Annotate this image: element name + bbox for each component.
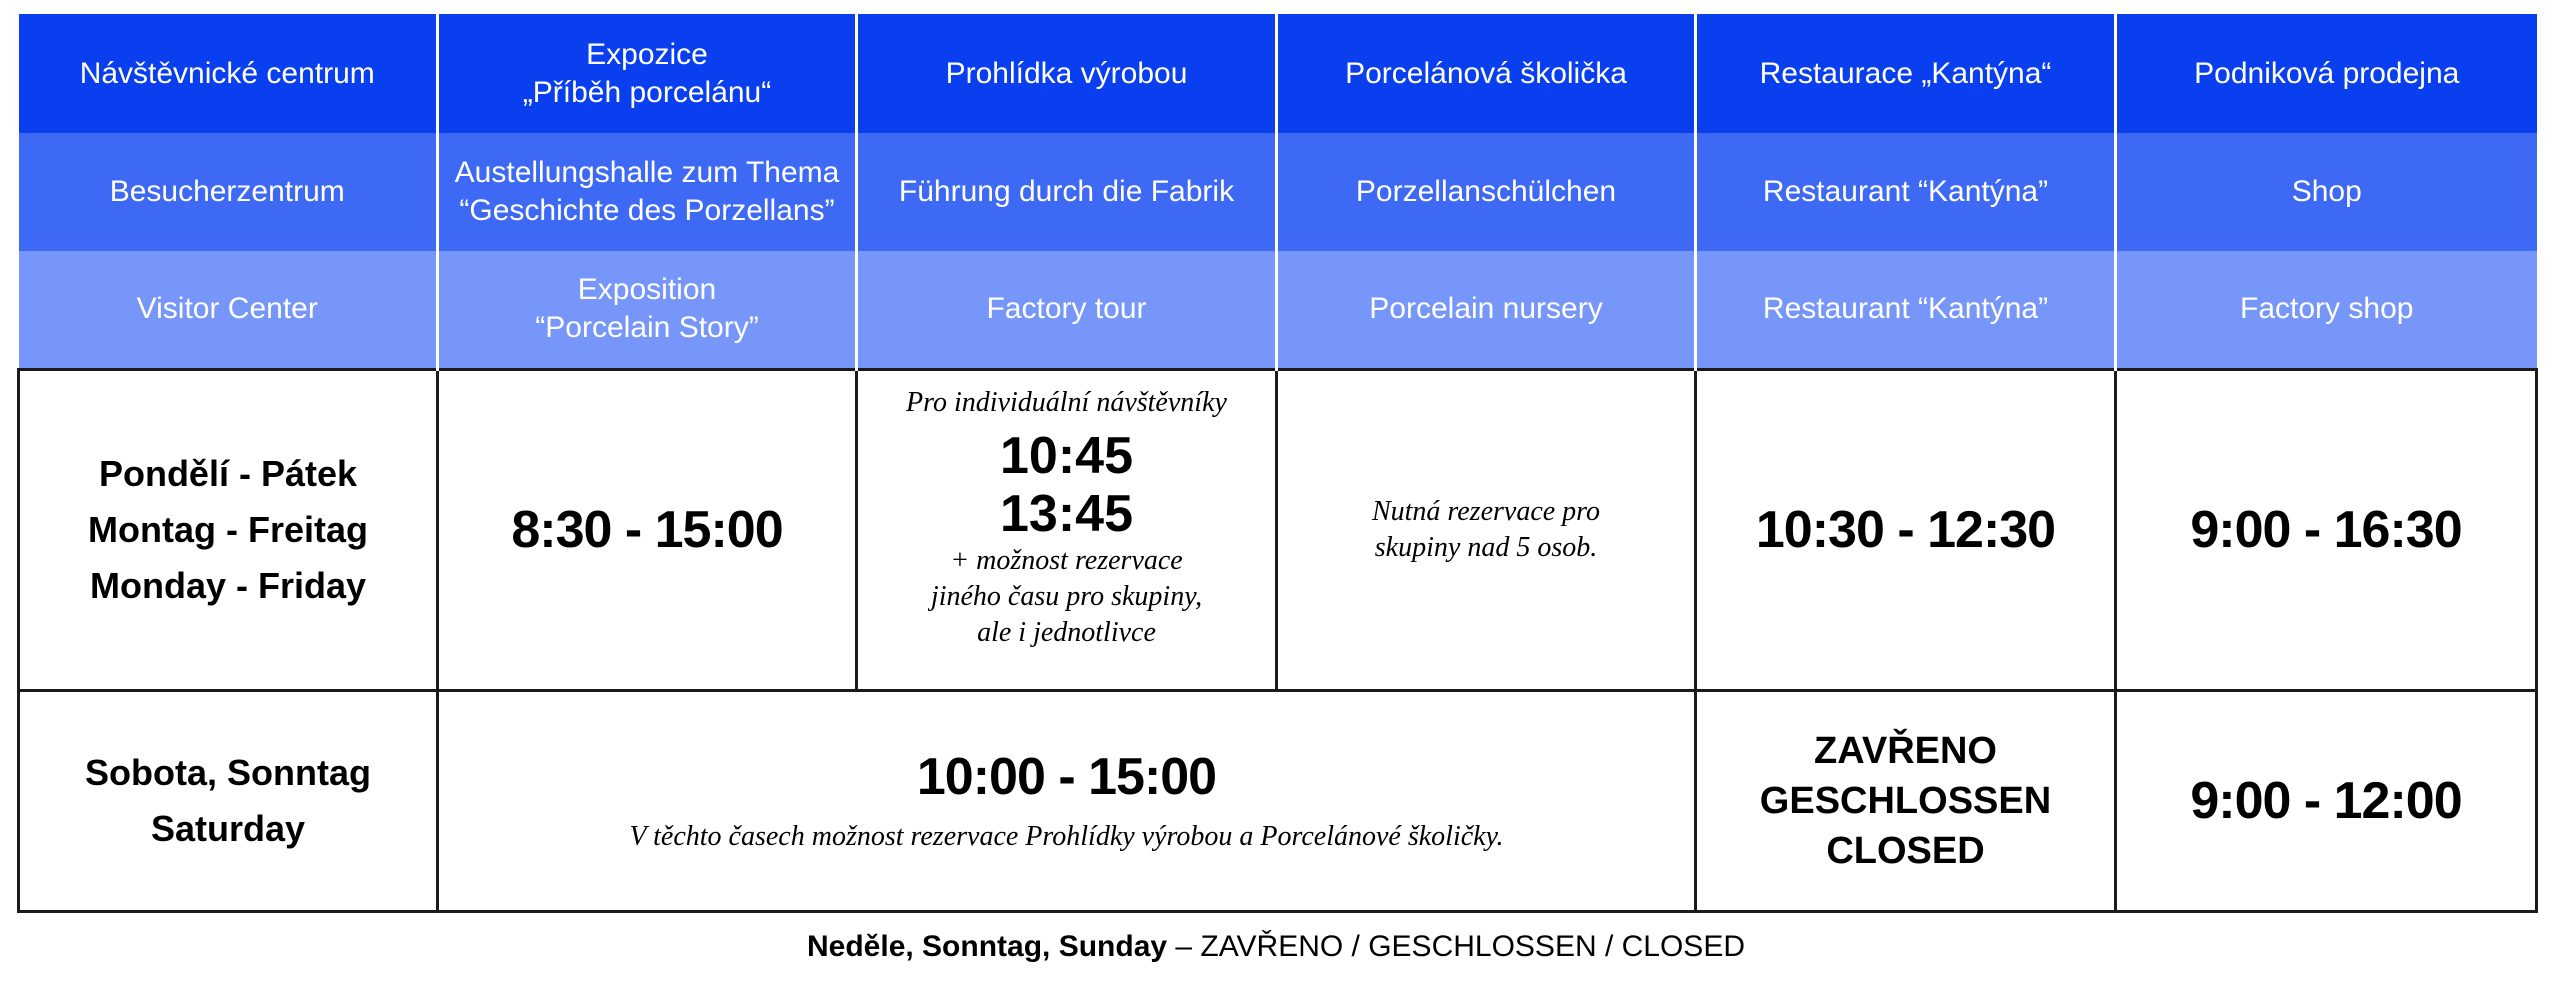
weekend-days-line2: Saturday (150, 807, 306, 849)
tour-time-1: 10:45 (1000, 426, 1133, 485)
header-row-english (19, 251, 2537, 369)
sunday-label: Neděle, Sonntag, Sunday (807, 930, 1168, 963)
tour-note-top: Pro individuální návštěvníky (906, 386, 1227, 418)
header-en-visitor-center: Visitor Center (19, 251, 438, 369)
weekend-merged-hours: 10:00 - 15:00 (916, 747, 1217, 806)
header-cz-factory-tour: Prohlídka výrobou (857, 14, 1277, 133)
days-label-de: Montag - Freitag (88, 508, 368, 550)
header-row-czech (19, 14, 2537, 133)
header-de-restaurant: Restaurant “Kantýna” (1696, 133, 2116, 251)
weekend-days-line1: Sobota, Sonntag (85, 751, 371, 793)
tour-note-1: + možnost rezervace (950, 544, 1183, 576)
weekday-shop-hours: 9:00 - 16:30 (2116, 369, 2537, 690)
sunday-closed-text: – ZAVŘENO / GESCHLOSSEN / CLOSED (1167, 930, 1745, 963)
weekday-row (19, 369, 2537, 690)
days-label-cz: Pondělí - Pátek (98, 452, 358, 494)
weekend-merged-note: V těchto časech možnost rezervace Prohlídky výrobou a Porcelánové školičky. (629, 820, 1504, 852)
header-cz-exposition: Expozice „Příběh porcelánu“ (438, 14, 857, 133)
header-de-factory-tour: Führung durch die Fabrik (857, 133, 1277, 251)
header-cz-nursery: Porcelánová školička (1277, 14, 1696, 133)
tour-time-2: 13:45 (1000, 484, 1133, 543)
header-row-german (19, 133, 2537, 251)
tour-note-2: jiného času pro skupiny, (930, 580, 1203, 612)
header-en-restaurant: Restaurant “Kantýna” (1696, 251, 2116, 369)
header-de-nursery: Porzellanschülchen (1277, 133, 1696, 251)
weekday-exposition-hours: 8:30 - 15:00 (438, 369, 857, 690)
weekday-tour-cell (857, 369, 1277, 690)
header-cz-shop: Podniková prodejna (2116, 14, 2537, 133)
weekend-row (19, 690, 2537, 911)
weekend-days-cell (19, 690, 438, 911)
weekend-restaurant-closed: ZAVŘENO GESCHLOSSEN CLOSED (1696, 690, 2116, 911)
header-cz-visitor-center: Návštěvnické centrum (19, 14, 438, 133)
header-en-shop: Factory shop (2116, 251, 2537, 369)
weekday-restaurant-hours: 10:30 - 12:30 (1696, 369, 2116, 690)
header-en-nursery: Porcelain nursery (1277, 251, 1696, 369)
nursery-note-2: skupiny nad 5 osob. (1374, 531, 1598, 563)
header-de-exposition: Austellungshalle zum Thema “Geschichte des Porzellans” (438, 133, 857, 251)
tour-note-3: ale i jednotlivce (977, 616, 1156, 648)
nursery-note-1: Nutná rezervace pro (1371, 495, 1601, 527)
opening-hours-table (17, 14, 2538, 913)
days-label-en: Monday - Friday (89, 564, 367, 606)
header-de-shop: Shop (2116, 133, 2537, 251)
header-en-factory-tour: Factory tour (857, 251, 1277, 369)
sunday-closed-note (0, 930, 2552, 964)
weekend-shop-hours: 9:00 - 12:00 (2116, 690, 2537, 911)
header-en-exposition: Exposition “Porcelain Story” (438, 251, 857, 369)
weekday-nursery-cell (1277, 369, 1696, 690)
weekend-merged-cell (438, 690, 1696, 911)
weekday-days-cell (19, 369, 438, 690)
header-de-visitor-center: Besucherzentrum (19, 133, 438, 251)
header-cz-restaurant: Restaurace „Kantýna“ (1696, 14, 2116, 133)
